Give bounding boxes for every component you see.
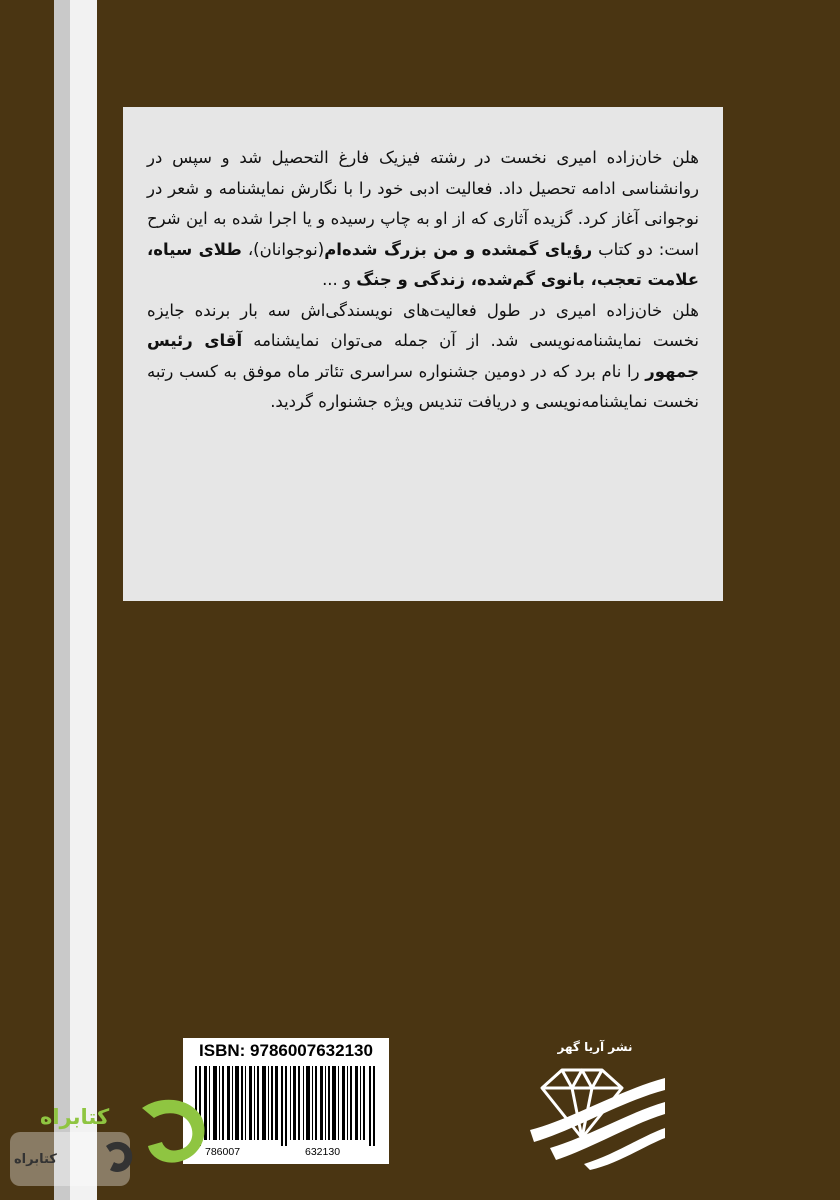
spine-grey-stripe (54, 0, 70, 1200)
publisher-name: نشر آریا گهر (557, 1040, 633, 1054)
ketabrah-brand-small: کتابراه (14, 1152, 57, 1167)
isbn-label: ISBN: 9786007632130 (199, 1041, 373, 1060)
author-bio-text (147, 143, 699, 418)
publisher-logo (520, 1040, 670, 1170)
award-play-title: آقای رئیس جمهور (147, 331, 699, 381)
author-bio-panel (123, 107, 723, 601)
book-titles-youth: رؤیای گمشده و من بزرگ شده‌ام (324, 239, 593, 259)
barcode-digits-left: 786007 (205, 1146, 241, 1158)
diamond-icon (520, 1060, 670, 1170)
spine-white-stripe (70, 0, 97, 1200)
watermark-ketabrah (10, 1090, 210, 1190)
bio-paragraph-2: هلن خان‌زاده امیری در طول فعالیت‌های نویسندگی‌اش سه بار برنده جایزه نخست نمایشنامه‌نویسی شد. از آن جمله می‌توان نمایشنامه آقای رئیس جمهور را نام برد که در دومین جشنواره سراسری تئاتر ماه موفق به کسب رتبه نخست نمایشنامه‌نویسی و دریافت تندیس ویژه جشنواره گردید. (147, 300, 699, 411)
ketabrah-brand-large: کتابراه (40, 1105, 110, 1129)
barcode-bars (195, 1066, 377, 1146)
play-titles: طلای سیاه، علامت تعجب، بانوی گم‌شده، زندگی و جنگ (147, 239, 699, 289)
isbn-barcode (183, 1038, 389, 1164)
barcode-digits-right: 632130 (305, 1146, 341, 1158)
bio-paragraph-1: هلن خان‌زاده امیری نخست در رشته فیزیک فارغ التحصیل شد و سپس در روانشناسی ادامه تحصیل داد. فعالیت ادبی خود را با نگارش نمایشنامه و شعر در نوجوانی آغاز کرد. گزیده آثاری که از او به چاپ رسیده و یا اجرا شده به این شرح است: دو کتاب رؤیای گمشده و من بزرگ شده‌ام(نوجوانان)، طلای سیاه، علامت تعجب، بانوی گم‌شده، زندگی و جنگ و ... (147, 148, 699, 289)
